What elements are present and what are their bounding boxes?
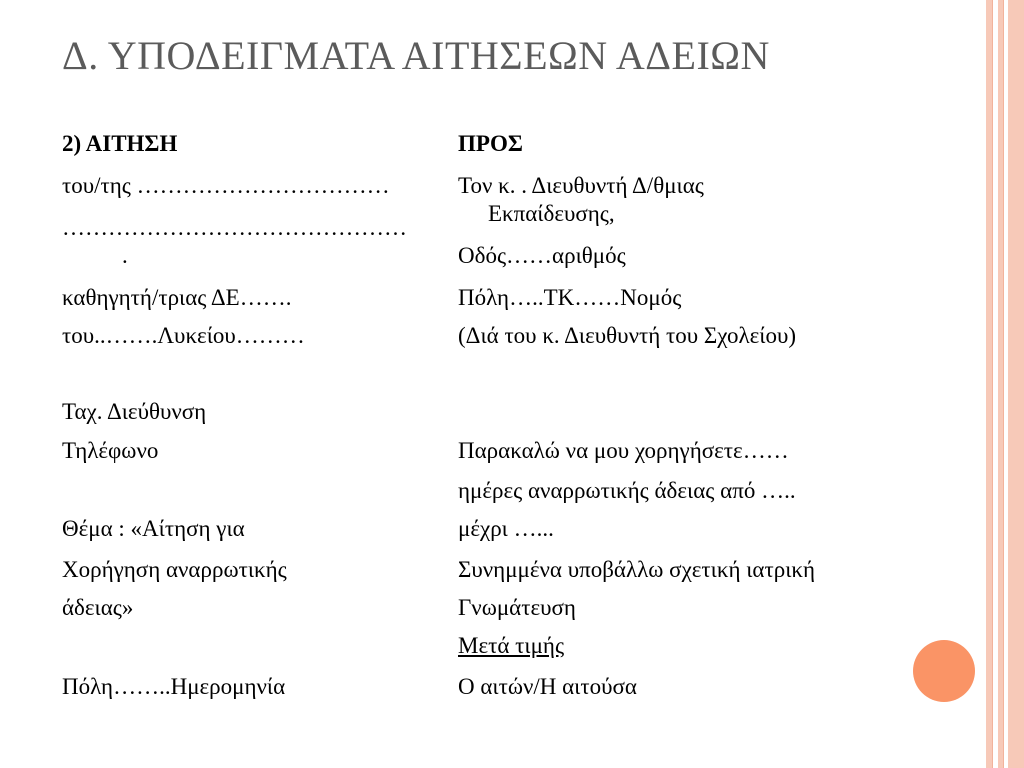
lyceum-line: του..…….Λυκείου……… xyxy=(62,323,305,348)
closing-line: Μετά τιμής xyxy=(458,633,565,658)
decorative-circle xyxy=(913,640,975,702)
subject-line: Θέμα : «Αίτηση για xyxy=(62,516,245,541)
recipient-line-2: Εκπαίδευσης, xyxy=(488,201,615,226)
until-line: μέχρι …... xyxy=(458,516,554,541)
right-heading: ΠΡΟΣ xyxy=(458,131,523,156)
right-border-line xyxy=(1003,0,1004,768)
signature-line: Ο αιτών/Η αιτούσα xyxy=(458,674,637,699)
city-zip-line: Πόλη…..ΤΚ……Νομός xyxy=(458,285,682,310)
applicant-name-line: του/της …………………………… xyxy=(62,173,390,198)
request-line: Παρακαλώ να μου χορηγήσετε…… xyxy=(458,438,789,463)
postal-address-label: Ταχ. Διεύθυνση xyxy=(62,399,207,424)
teacher-line: καθηγητή/τριας ΔΕ……. xyxy=(62,285,292,310)
dot-line: . xyxy=(122,243,128,268)
days-line: ημέρες αναρρωτικής άδειας από ….. xyxy=(458,478,796,503)
slide-title: Δ. ΥΠΟΔΕΙΓΜΑΤΑ ΑΙΤΗΣΕΩΝ ΑΔΕΙΩΝ xyxy=(62,33,770,78)
attachment-line-2: Γνωμάτευση xyxy=(458,595,576,620)
phone-label: Τηλέφωνο xyxy=(62,438,159,463)
right-border-band xyxy=(1008,0,1024,768)
left-heading: 2) ΑΙΤΗΣΗ xyxy=(62,131,178,156)
attachment-line: Συνημμένα υποβάλλω σχετική ιατρική xyxy=(458,557,815,582)
city-date-line: Πόλη……..Ημερομηνία xyxy=(62,674,286,699)
recipient-line: Τον κ. . Διευθυντή Δ/θμιας xyxy=(458,173,704,198)
applicant-name-continuation: ……………………………………… xyxy=(62,215,407,240)
via-director-line: (Διά του κ. Διευθυντή του Σχολείου) xyxy=(458,323,797,348)
right-border-line xyxy=(992,0,993,768)
street-line: Οδός……αριθμός xyxy=(458,243,626,268)
subject-line-3: άδειας» xyxy=(62,595,134,620)
subject-line-2: Χορήγηση αναρρωτικής xyxy=(62,557,287,582)
